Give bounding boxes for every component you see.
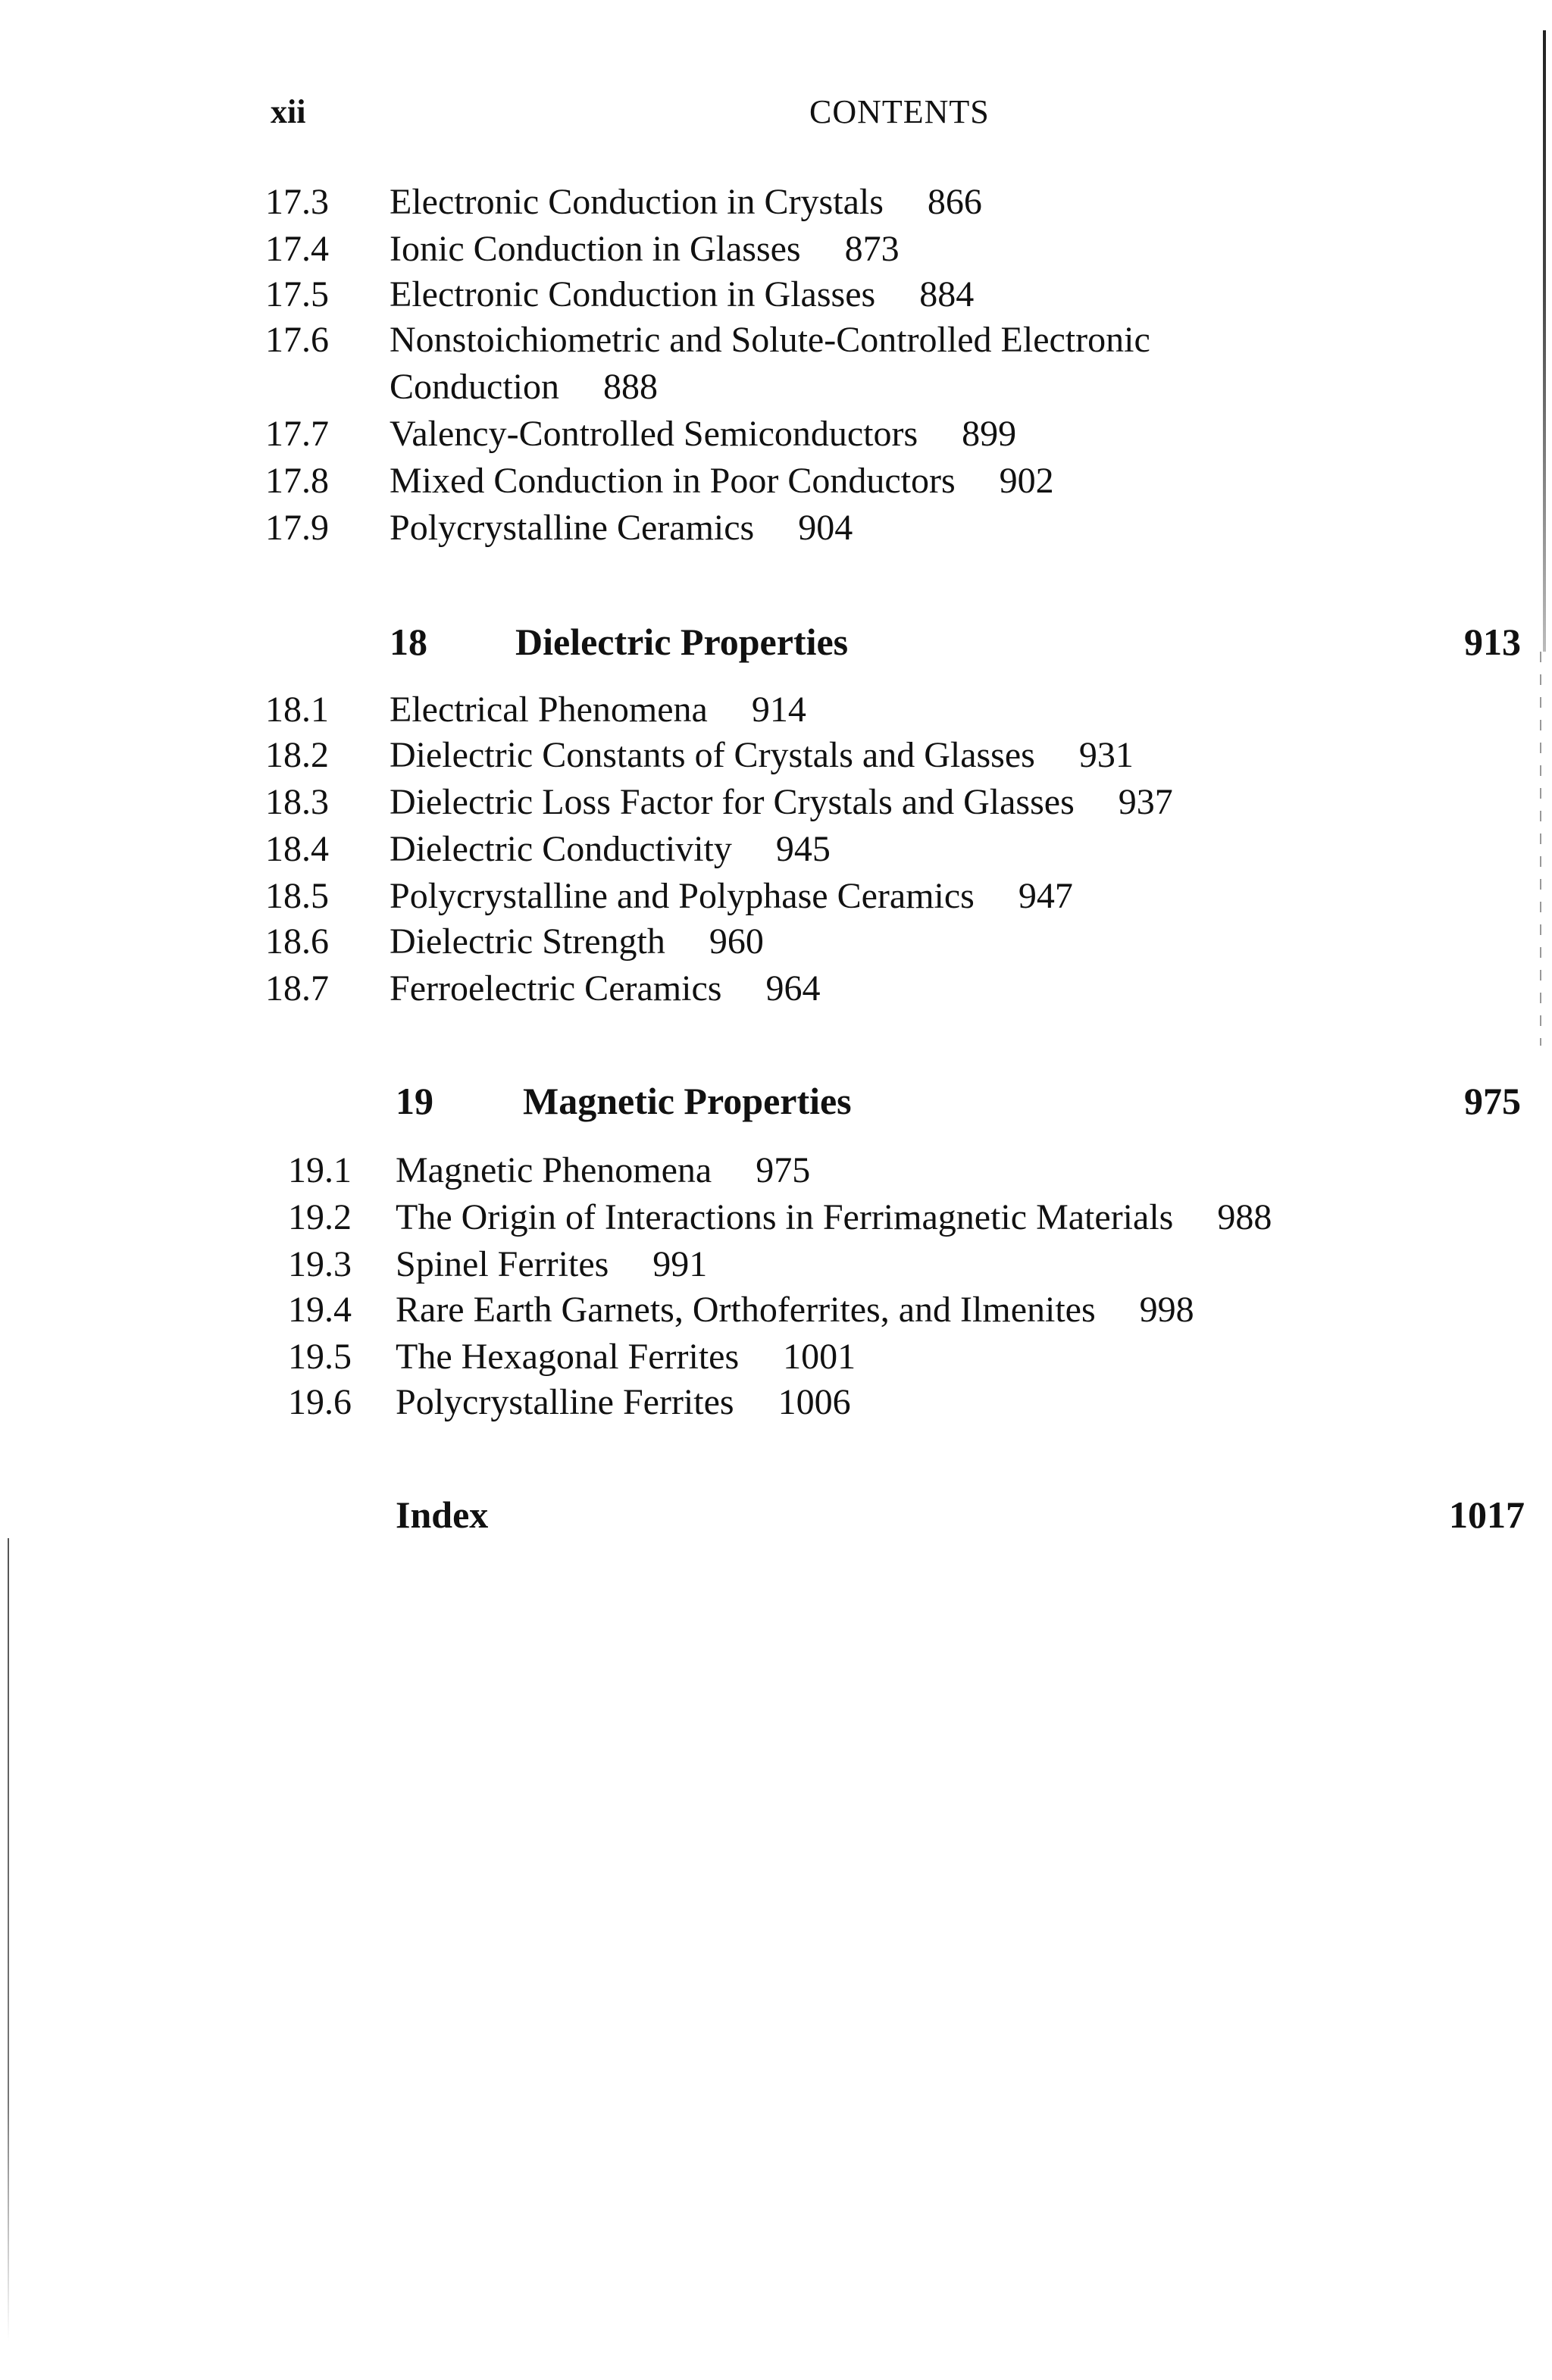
toc-entry[interactable]	[265, 411, 1478, 458]
toc-entry-continuation[interactable]	[265, 364, 1478, 411]
page-ref: 988	[1217, 1197, 1272, 1237]
page-ref: 914	[751, 690, 806, 730]
section-title-line	[396, 1147, 810, 1194]
section-number: 17.9	[265, 508, 329, 548]
section-number: 17.8	[265, 461, 329, 501]
section-title: Electrical Phenomena	[390, 690, 708, 730]
section-title-line	[396, 1287, 1194, 1334]
chapter-heading-18[interactable]	[0, 615, 1552, 668]
section-title: Electronic Conduction in Crystals	[390, 182, 884, 222]
index-title: Index	[396, 1493, 489, 1536]
chapter-heading-19[interactable]	[0, 1074, 1552, 1127]
page-ref: 899	[962, 414, 1017, 454]
toc-entry[interactable]	[265, 686, 1478, 733]
section-title-line	[390, 779, 1173, 826]
section-title-line	[390, 226, 900, 273]
toc-entry[interactable]	[265, 317, 1478, 364]
toc-entry[interactable]	[265, 873, 1478, 920]
chapter-number: 19	[396, 1080, 433, 1122]
toc-entry[interactable]	[265, 226, 1478, 273]
running-header-title: CONTENTS	[809, 93, 990, 130]
section-title: Nonstoichiometric and Solute-Controlled Electronic	[390, 320, 1150, 360]
section-title: Polycrystalline Ceramics	[390, 508, 755, 548]
section-title: The Hexagonal Ferrites	[396, 1337, 740, 1377]
toc-entry[interactable]	[265, 458, 1478, 505]
section-title: Valency-Controlled Semiconductors	[390, 414, 918, 454]
chapter-title: Dielectric Properties	[515, 621, 849, 663]
toc-entry[interactable]	[265, 826, 1478, 873]
section-title-line	[396, 1379, 851, 1426]
page-number: xii	[271, 93, 306, 130]
section-number: 18.7	[265, 968, 329, 1009]
page-edge-shadow	[1540, 652, 1541, 1046]
section-title-line	[390, 179, 982, 226]
toc-entry[interactable]	[265, 179, 1478, 226]
toc-entry[interactable]	[288, 1379, 1500, 1426]
section-title-line	[390, 686, 806, 733]
page-ref: 904	[798, 508, 853, 548]
section-title: Polycrystalline and Polyphase Ceramics	[390, 876, 975, 916]
section-number: 18.1	[265, 690, 329, 730]
section-title: Rare Earth Garnets, Orthoferrites, and Ilmenites	[396, 1290, 1096, 1330]
page-ref: 960	[709, 921, 764, 962]
page-edge-shadow	[8, 1538, 9, 2341]
section-number: 18.5	[265, 876, 329, 916]
toc-entry[interactable]	[265, 732, 1478, 779]
section-title-line	[390, 364, 658, 411]
index-heading[interactable]	[0, 1488, 1552, 1541]
page-ref: 888	[603, 367, 658, 407]
page-ref: 873	[844, 229, 900, 269]
toc-entry[interactable]	[265, 779, 1478, 826]
section-title: Ferroelectric Ceramics	[390, 968, 722, 1009]
section-title-line	[390, 271, 974, 318]
section-title-line	[390, 965, 820, 1012]
page-ref: 931	[1078, 735, 1134, 775]
page-ref: 947	[1018, 876, 1073, 916]
section-title: Ionic Conduction in Glasses	[390, 229, 801, 269]
section-title: Polycrystalline Ferrites	[396, 1382, 734, 1422]
toc-entry[interactable]	[288, 1147, 1500, 1194]
toc-entry[interactable]	[288, 1334, 1500, 1381]
page-ref: 884	[919, 274, 975, 314]
toc-entry[interactable]	[288, 1287, 1500, 1334]
section-title-line	[390, 826, 831, 873]
section-title: Spinel Ferrites	[396, 1244, 609, 1284]
page-ref: 866	[927, 182, 982, 222]
section-title-continued: Conduction	[390, 367, 559, 407]
section-title-line	[390, 458, 1054, 505]
toc-entry[interactable]	[288, 1241, 1500, 1288]
chapter-page-ref: 913	[1464, 621, 1521, 663]
section-title: Dielectric Conductivity	[390, 829, 732, 869]
page-ref: 964	[765, 968, 821, 1009]
page-ref: 1001	[783, 1337, 856, 1377]
chapter-page-ref: 975	[1464, 1080, 1521, 1122]
section-number: 17.4	[265, 229, 329, 269]
section-title-line	[390, 505, 853, 552]
toc-entry[interactable]	[265, 271, 1478, 318]
section-title: Dielectric Loss Factor for Crystals and Glasses	[390, 782, 1075, 822]
section-number: 17.5	[265, 274, 329, 314]
toc-entry[interactable]	[265, 918, 1478, 965]
page-ref: 991	[652, 1244, 708, 1284]
section-number: 19.2	[288, 1197, 352, 1237]
page-edge-shadow	[1543, 30, 1546, 652]
section-title: Dielectric Strength	[390, 921, 665, 962]
section-number: 18.6	[265, 921, 329, 962]
section-title-line	[390, 732, 1134, 779]
section-number: 19.1	[288, 1150, 352, 1190]
section-title-line	[396, 1241, 707, 1288]
page-ref: 998	[1139, 1290, 1194, 1330]
section-title-line	[390, 918, 764, 965]
section-title-line	[390, 411, 1016, 458]
index-page-ref: 1017	[1449, 1493, 1525, 1536]
page-ref: 902	[999, 461, 1054, 501]
section-title-line	[396, 1334, 856, 1381]
section-title-line	[390, 873, 1073, 920]
section-title: Magnetic Phenomena	[396, 1150, 712, 1190]
section-number: 18.3	[265, 782, 329, 822]
section-title-line	[396, 1194, 1272, 1241]
section-title: The Origin of Interactions in Ferrimagnetic Materials	[396, 1197, 1174, 1237]
section-number: 19.6	[288, 1382, 352, 1422]
page-ref: 937	[1118, 782, 1173, 822]
section-number: 18.4	[265, 829, 329, 869]
section-number: 17.7	[265, 414, 329, 454]
toc-entry[interactable]	[288, 1194, 1500, 1241]
section-title: Electronic Conduction in Glasses	[390, 274, 876, 314]
chapter-number: 18	[390, 621, 427, 663]
page-ref: 945	[775, 829, 831, 869]
page-ref: 975	[756, 1150, 811, 1190]
section-title: Dielectric Constants of Crystals and Glasses	[390, 735, 1035, 775]
toc-entry[interactable]	[265, 505, 1478, 552]
toc-entry[interactable]	[265, 965, 1478, 1012]
section-number: 19.5	[288, 1337, 352, 1377]
section-number: 17.3	[265, 182, 329, 222]
section-number: 19.3	[288, 1244, 352, 1284]
chapter-title: Magnetic Properties	[523, 1080, 852, 1122]
section-number: 17.6	[265, 320, 329, 360]
section-title: Mixed Conduction in Poor Conductors	[390, 461, 956, 501]
section-number: 18.2	[265, 735, 329, 775]
page-ref: 1006	[778, 1382, 851, 1422]
section-number: 19.4	[288, 1290, 352, 1330]
